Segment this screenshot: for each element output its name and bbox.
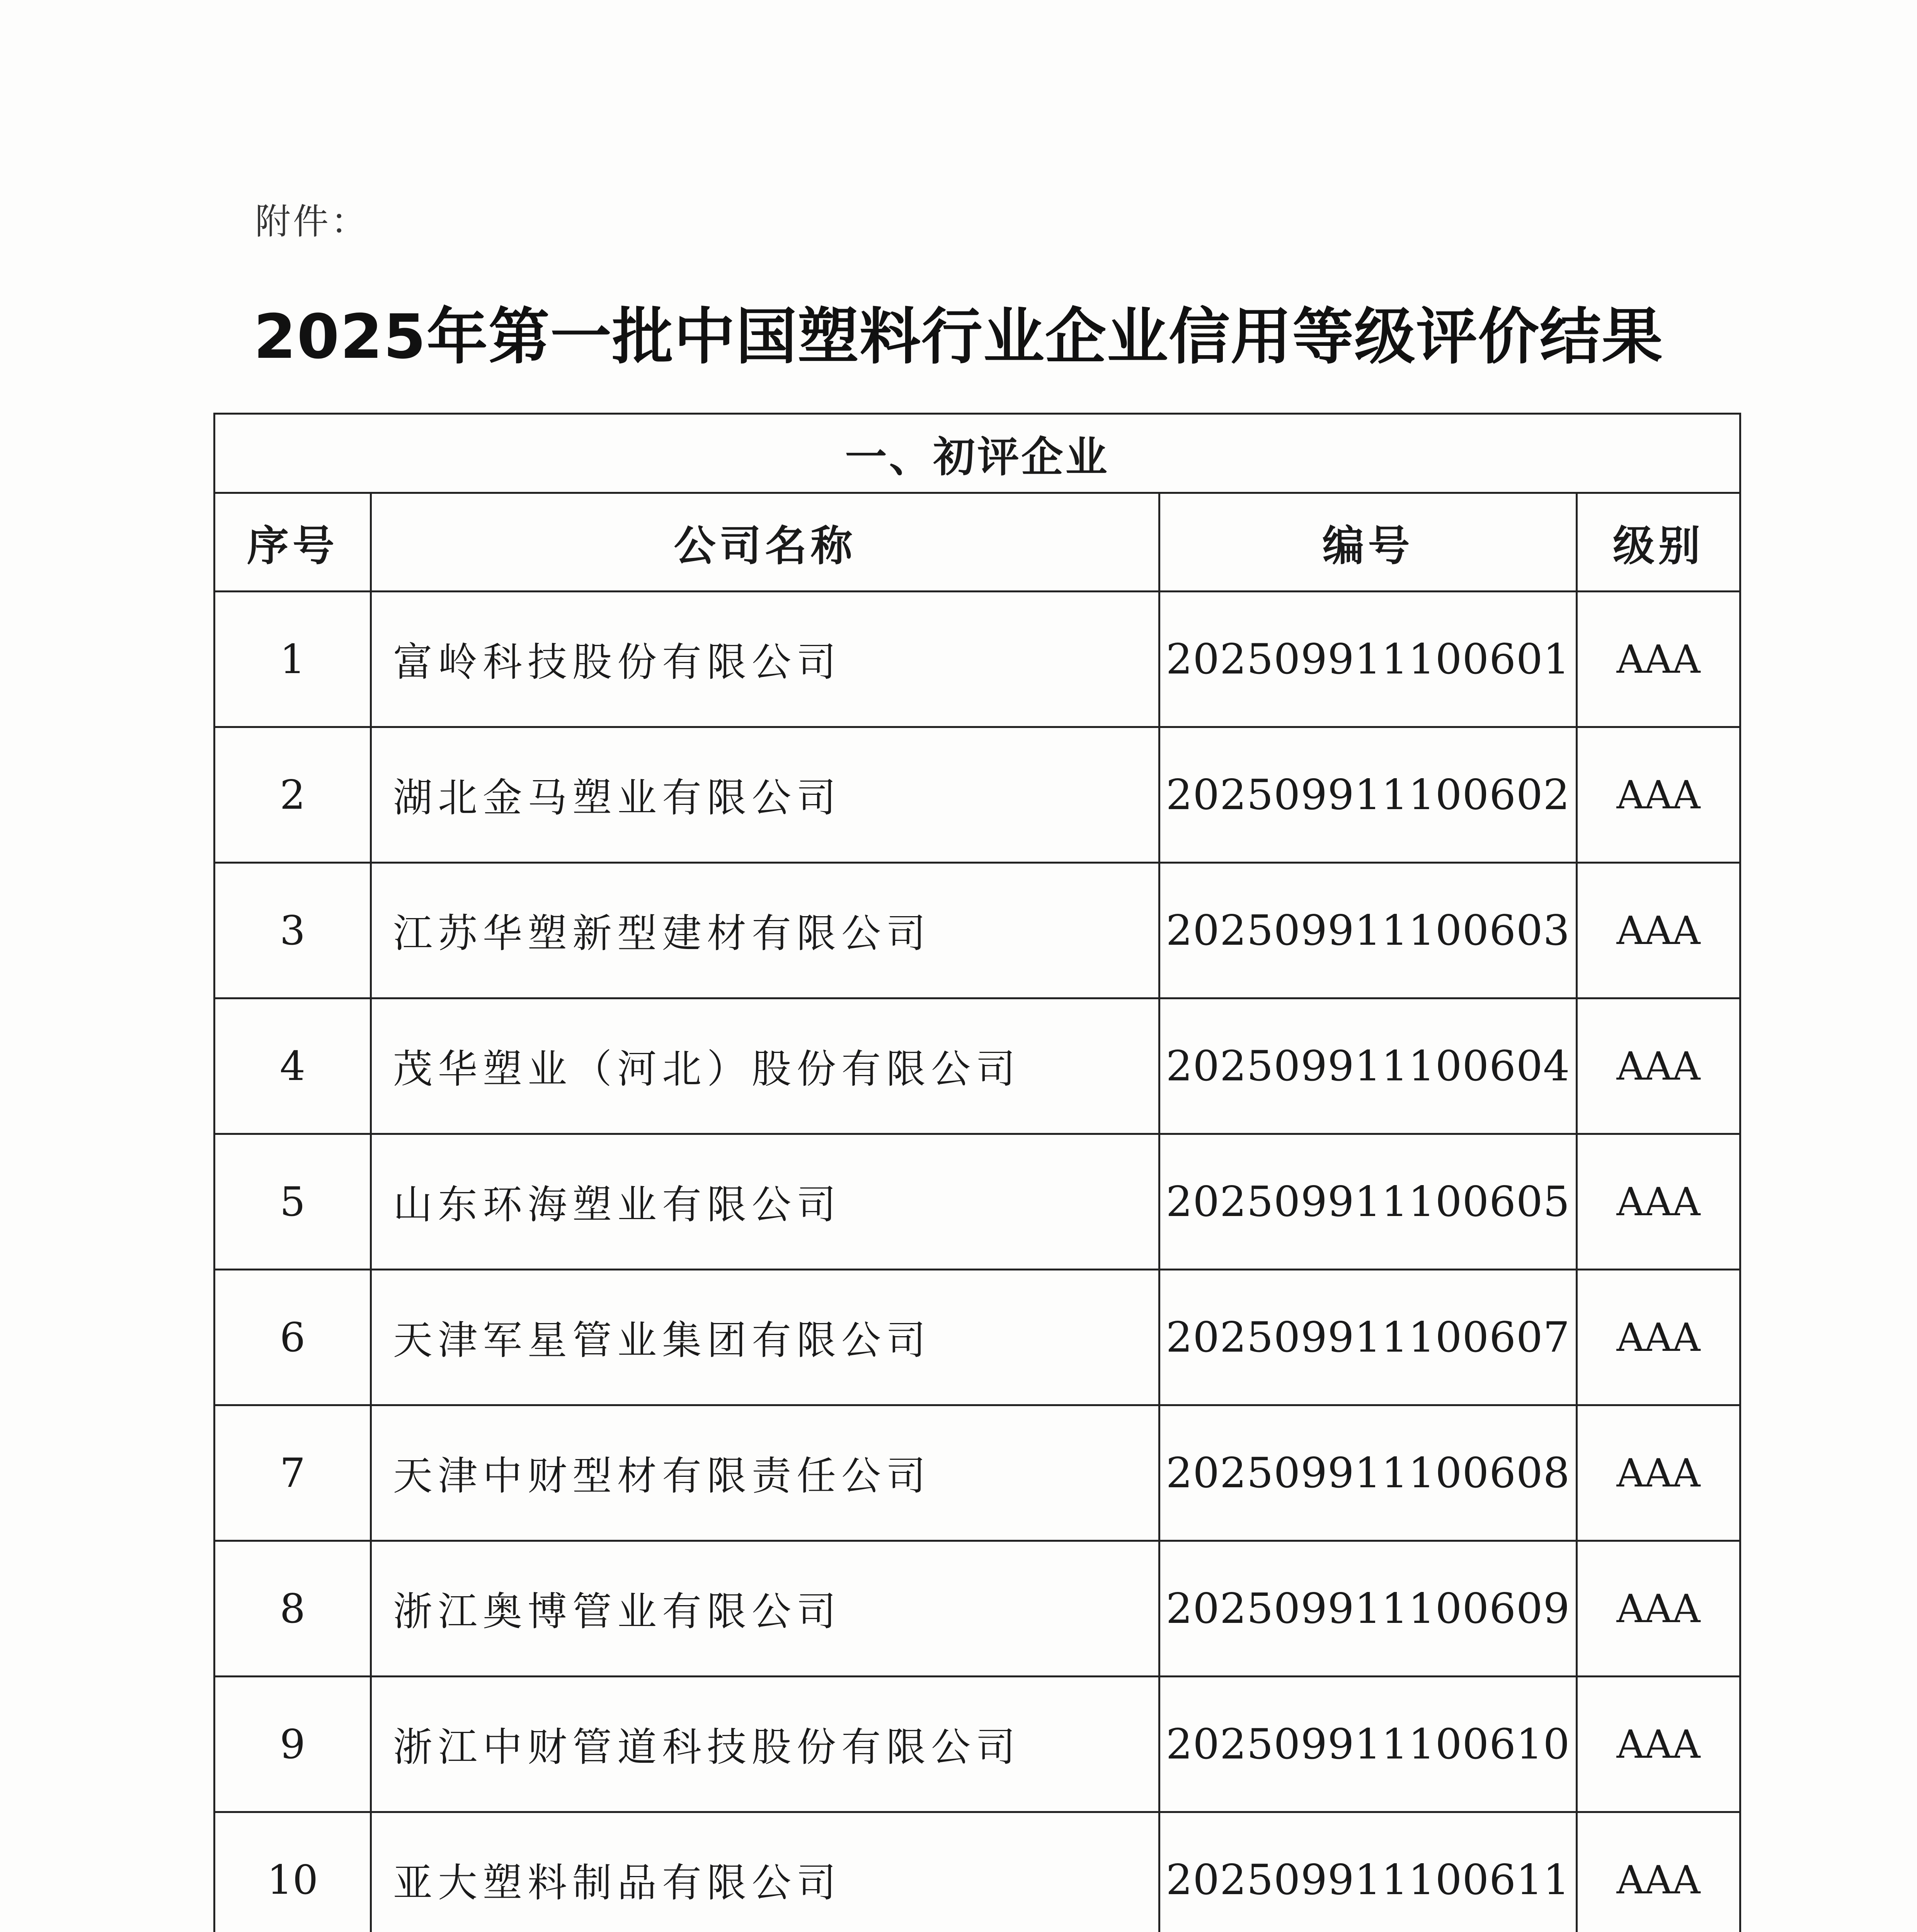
row-level: AAA [1577, 727, 1740, 863]
row-seq: 10 [215, 1812, 371, 1932]
row-code: 202509911100602 [1159, 727, 1577, 863]
row-level: AAA [1577, 592, 1740, 727]
table-row [215, 1541, 1740, 1677]
row-seq: 5 [215, 1134, 371, 1270]
column-header-row [215, 493, 1740, 592]
section-row [215, 414, 1740, 493]
table-row [215, 863, 1740, 998]
table-row [215, 998, 1740, 1134]
row-level: AAA [1577, 1812, 1740, 1932]
row-company-name: 江苏华塑新型建材有限公司 [371, 863, 1159, 998]
row-code: 202509911100608 [1159, 1405, 1577, 1541]
table-row [215, 1270, 1740, 1405]
row-level: AAA [1577, 1677, 1740, 1812]
document-title: 2025年第一批中国塑料行业企业信用等级评价结果 [254, 301, 1663, 372]
row-code: 202509911100601 [1159, 592, 1577, 727]
table-row [215, 1405, 1740, 1541]
table-row [215, 727, 1740, 863]
row-code: 202509911100610 [1159, 1677, 1577, 1812]
row-company-name: 亚大塑料制品有限公司 [371, 1812, 1159, 1932]
table-row [215, 1677, 1740, 1812]
row-code: 202509911100609 [1159, 1541, 1577, 1677]
header-code: 编号 [1159, 493, 1577, 592]
row-company-name: 茂华塑业（河北）股份有限公司 [371, 998, 1159, 1134]
row-seq: 9 [215, 1677, 371, 1812]
header-level: 级别 [1577, 493, 1740, 592]
header-seq: 序号 [215, 493, 371, 592]
row-code: 202509911100603 [1159, 863, 1577, 998]
row-company-name: 湖北金马塑业有限公司 [371, 727, 1159, 863]
table-row [215, 592, 1740, 727]
attachment-label: 附件： [255, 201, 369, 242]
row-company-name: 浙江中财管道科技股份有限公司 [371, 1677, 1159, 1812]
table-row [215, 1134, 1740, 1270]
section-title: 一、初评企业 [215, 414, 1740, 493]
row-company-name: 山东环海塑业有限公司 [371, 1134, 1159, 1270]
row-seq: 8 [215, 1541, 371, 1677]
row-seq: 3 [215, 863, 371, 998]
row-level: AAA [1577, 998, 1740, 1134]
credit-rating-table [213, 413, 1741, 1932]
row-seq: 4 [215, 998, 371, 1134]
row-code: 202509911100604 [1159, 998, 1577, 1134]
row-seq: 6 [215, 1270, 371, 1405]
row-company-name: 天津军星管业集团有限公司 [371, 1270, 1159, 1405]
header-company-name: 公司名称 [371, 493, 1159, 592]
row-code: 202509911100607 [1159, 1270, 1577, 1405]
row-seq: 1 [215, 592, 371, 727]
row-level: AAA [1577, 863, 1740, 998]
row-code: 202509911100611 [1159, 1812, 1577, 1932]
row-company-name: 天津中财型材有限责任公司 [371, 1405, 1159, 1541]
row-seq: 2 [215, 727, 371, 863]
row-seq: 7 [215, 1405, 371, 1541]
row-company-name: 富岭科技股份有限公司 [371, 592, 1159, 727]
table-body [215, 414, 1740, 1932]
row-company-name: 浙江奥博管业有限公司 [371, 1541, 1159, 1677]
row-level: AAA [1577, 1405, 1740, 1541]
row-level: AAA [1577, 1134, 1740, 1270]
row-code: 202509911100605 [1159, 1134, 1577, 1270]
row-level: AAA [1577, 1270, 1740, 1405]
row-level: AAA [1577, 1541, 1740, 1677]
table-row [215, 1812, 1740, 1932]
